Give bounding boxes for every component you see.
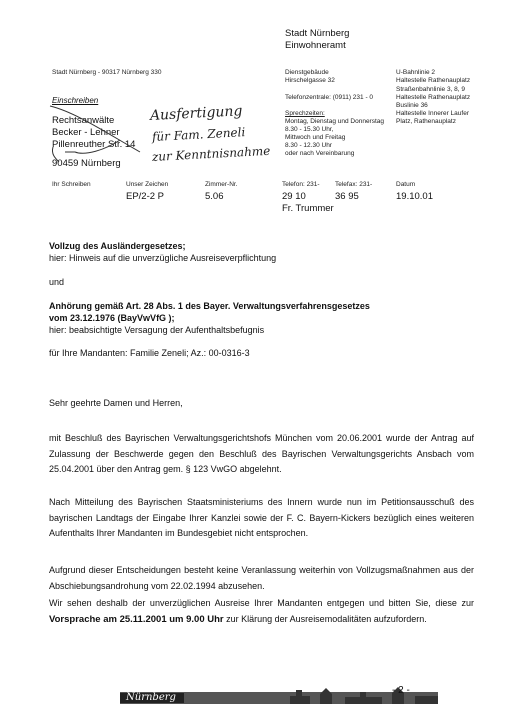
client-reference: für Ihre Mandanten: Familie Zeneli; Az.: 00-0316-3: [49, 348, 250, 358]
request-text: Wir sehen deshalb der unverzüglichen Ausreise Ihrer Mandanten entgegen und bitten Sie, diese zur: [49, 598, 474, 608]
paragraph: mit Beschluß des Bayrischen Verwaltungsgerichtshofs München vom 20.06.2001 wurde der Antrag auf Zulassung der Beschwerde gegen den Beschluß des Bayrischen Verwaltungsgerichts Ansbach vom 25.04.2001 über den Antrag gem. § 123 VwGO abgelehnt.: [49, 433, 474, 474]
salutation: Sehr geehrte Damen und Herren,: [49, 398, 183, 408]
transit-line: Haltestelle Rathenauplatz: [396, 94, 471, 101]
subject-detail: hier: Hinweis auf die unverzügliche Ausreiseverpflichtung: [49, 253, 277, 263]
sender-line: Stadt Nürnberg - 90317 Nürnberg 330: [52, 69, 162, 76]
subject-and: und: [49, 277, 65, 287]
paragraph: Nach Mitteilung des Bayrischen Staatsministeriums des Innern wurde nun im Petitionsausschuß des bayrischen Landtags der Eingabe Ihrer Kanzlei sowie der F. C. Bayern-Kickers bezüglich eines weiteren Aufenthalts Ihrer Mandanten im Bundesgebiet nicht entsprochen.: [49, 497, 474, 538]
building-street: Hirschelgasse 32: [285, 77, 335, 84]
handwritten-note: Ausfertigung: [149, 103, 243, 124]
subject-title: vom 23.12.1976 (BayVwVfG );: [49, 313, 175, 323]
handwriting-strokes: [45, 92, 160, 172]
footer-logo: [120, 686, 438, 704]
subject-detail: hier: beabsichtigte Versagung der Aufenthaltsbefugnis: [49, 325, 265, 335]
ref-label-fax: Telefax: 231-: [335, 181, 373, 188]
recipient-line: Pillenreuther Str. 14: [52, 139, 136, 150]
ref-label-room: Zimmer-Nr.: [205, 181, 238, 188]
hours-line: 8.30 - 15.30 Uhr,: [285, 126, 334, 133]
office-name: Einwohneramt: [285, 40, 346, 51]
contact-person: Fr. Trummer: [282, 203, 334, 214]
mail-type: Einschreiben: [52, 96, 99, 105]
recipient-line: Becker - Lehner: [52, 127, 120, 138]
appointment-text: Vorsprache am 25.11.2001 um 9.00 Uhr: [49, 613, 224, 625]
city-name: Stadt Nürnberg: [285, 28, 350, 39]
hours-label: Sprechzeiten:: [285, 110, 325, 117]
ref-label-phone: Telefon: 231-: [282, 181, 320, 188]
transit-line: Haltestelle Rathenauplatz: [396, 77, 471, 84]
paragraph-request: [49, 596, 474, 627]
letter-date: 19.10.01: [396, 191, 433, 202]
transit-line: Straßenbahnlinie 3, 8, 9: [396, 86, 466, 93]
handwritten-note: für Fam. Zeneli: [151, 125, 246, 144]
fax-extension: 36 95: [335, 191, 359, 202]
ref-label-our-ref: Unser Zeichen: [126, 181, 169, 188]
page-number: - 2 -: [392, 685, 410, 696]
recipient-line: Rechtsanwälte: [52, 115, 115, 126]
handwritten-note: zur Kenntnisnahme: [151, 143, 271, 164]
hours-line: Montag, Dienstag und Donnerstag: [285, 118, 385, 125]
phone-central: Telefonzentrale: (0911) 231 - 0: [285, 94, 374, 101]
phone-extension: 29 10: [282, 191, 306, 202]
hours-line: Mittwoch und Freitag: [285, 134, 346, 141]
our-reference: EP/2-2 P: [126, 191, 165, 202]
room-number: 5.06: [205, 191, 224, 202]
transit-line: Buslinie 36: [396, 102, 428, 109]
hours-line: oder nach Vereinbarung: [285, 150, 355, 157]
transit-line: Haltestelle Innerer Laufer: [396, 110, 469, 117]
building-label: Dienstgebäude: [285, 69, 329, 76]
request-text: zur Klärung der Ausreisemodalitäten aufzufordern.: [226, 613, 427, 624]
transit-line: U-Bahnlinie 2: [396, 69, 436, 76]
subject-title: Vollzug des Ausländergesetzes;: [49, 241, 186, 251]
recipient-line: 90459 Nürnberg: [52, 158, 121, 169]
ref-label-your-letter: Ihr Schreiben: [52, 181, 91, 188]
ref-label-date: Datum: [396, 181, 416, 188]
transit-line: Platz, Rathenauplatz: [396, 118, 456, 125]
footer-logo-text: Nürnberg: [126, 692, 176, 703]
paragraph: Aufgrund dieser Entscheidungen besteht keine Veranlassung weiterhin von Vollzugsmaßnahmen aus der Abschiebungsandrohung vom 22.02.1994 abzusehen.: [49, 565, 474, 591]
hours-line: 8.30 - 12.30 Uhr: [285, 142, 332, 149]
subject-title: Anhörung gemäß Art. 28 Abs. 1 des Bayer. Verwaltungsverfahrensgesetzes: [49, 301, 370, 311]
